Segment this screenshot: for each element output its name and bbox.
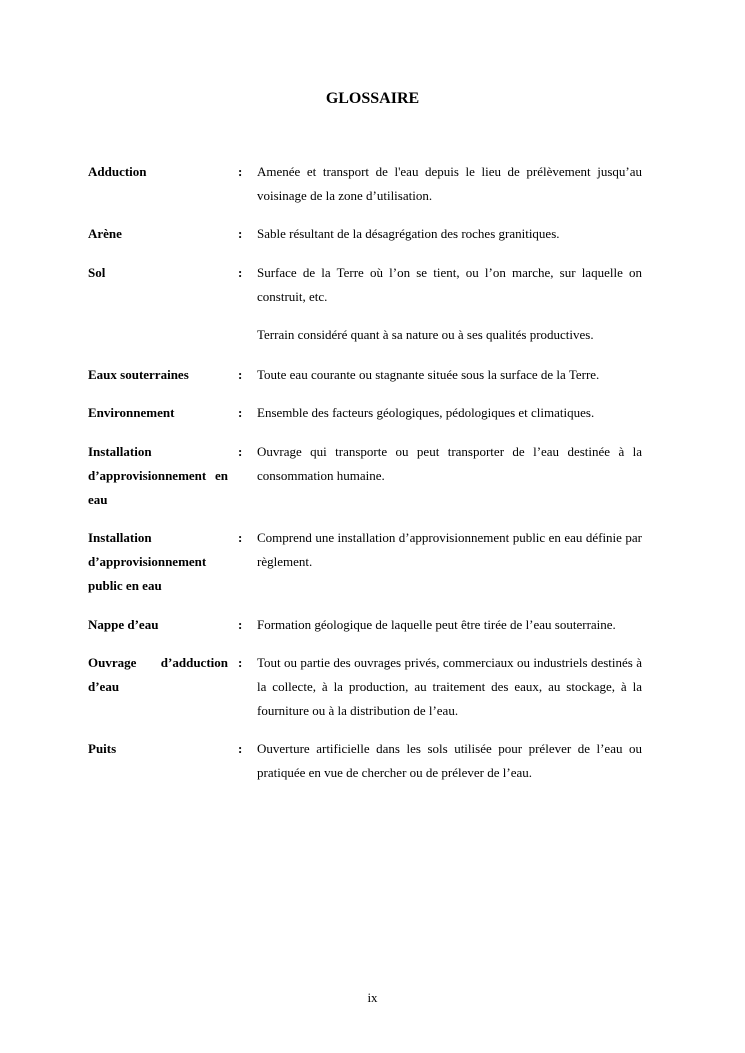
glossary-term: Nappe d’eau (88, 617, 159, 632)
glossary-term: Arène (88, 226, 122, 241)
separator: : (238, 367, 243, 382)
definition-paragraph: Ensemble des facteurs géologiques, pédologiques et climatiques. (257, 405, 595, 420)
separator: : (238, 530, 243, 545)
separator: : (238, 741, 243, 756)
glossary-definition (257, 737, 642, 799)
separator: : (238, 655, 243, 670)
definition-paragraph: Tout ou partie des ouvrages privés, commerciaux ou industriels destinés à la collecte, à la production, au traitement des eaux, au stockage, à la fourniture ou à la distribution de l’eau. (257, 655, 642, 718)
definition-paragraph: Ouvrage qui transporte ou peut transporter de l’eau destinée à la consommation humaine. (257, 444, 642, 483)
separator: : (238, 444, 243, 459)
definition-paragraph: Amenée et transport de l'eau depuis le lieu de prélèvement jusqu’au voisinage de la zone d’utilisation. (257, 164, 642, 203)
definition-paragraph: Terrain considéré quant à sa nature ou à ses qualités productives. (257, 327, 594, 342)
page-title: GLOSSAIRE (325, 90, 420, 107)
page-number: ix (367, 990, 378, 1005)
glossary-definition (257, 363, 642, 401)
glossary-definition (257, 160, 642, 222)
glossary-definition (257, 222, 642, 260)
separator: : (238, 405, 243, 420)
definition-paragraph: Comprend une installation d’approvisionnement public en eau définie par règlement. (257, 530, 642, 569)
separator: : (238, 265, 243, 280)
glossary-definition (257, 613, 642, 651)
separator: : (238, 226, 243, 241)
glossary-term: Environnement (88, 405, 175, 420)
definition-paragraph: Formation géologique de laquelle peut être tirée de l’eau souterraine. (257, 617, 616, 632)
separator: : (238, 164, 243, 179)
definition-paragraph: Ouverture artificielle dans les sols utilisée pour prélever de l’eau ou pratiquée en vue de chercher ou de prélever de l’eau. (257, 741, 642, 780)
glossary-term: Adduction (88, 164, 147, 179)
definition-paragraph: Toute eau courante ou stagnante située sous la surface de la Terre. (257, 367, 600, 382)
definition-paragraph: Surface de la Terre où l’on se tient, ou l’on marche, sur laquelle on construit, etc. (257, 265, 642, 304)
glossary-term: Installation d’approvisionnement public en eau (88, 530, 207, 593)
glossary-term: Puits (88, 741, 117, 756)
glossary-term: Sol (88, 265, 106, 280)
glossary-term: Eaux souterraines (88, 367, 189, 382)
separator: : (238, 617, 243, 632)
glossary-definition (257, 440, 642, 502)
glossary-term: Installation d’approvisionnement en eau (88, 444, 228, 507)
definition-paragraph: Sable résultant de la désagrégation des roches granitiques. (257, 226, 560, 241)
glossary-definition (257, 261, 642, 361)
glossary-definition (257, 651, 642, 737)
glossary-definition (257, 526, 642, 588)
glossary-definition (257, 401, 642, 439)
glossary-term: Ouvrage d’adduction d’eau (88, 655, 228, 694)
